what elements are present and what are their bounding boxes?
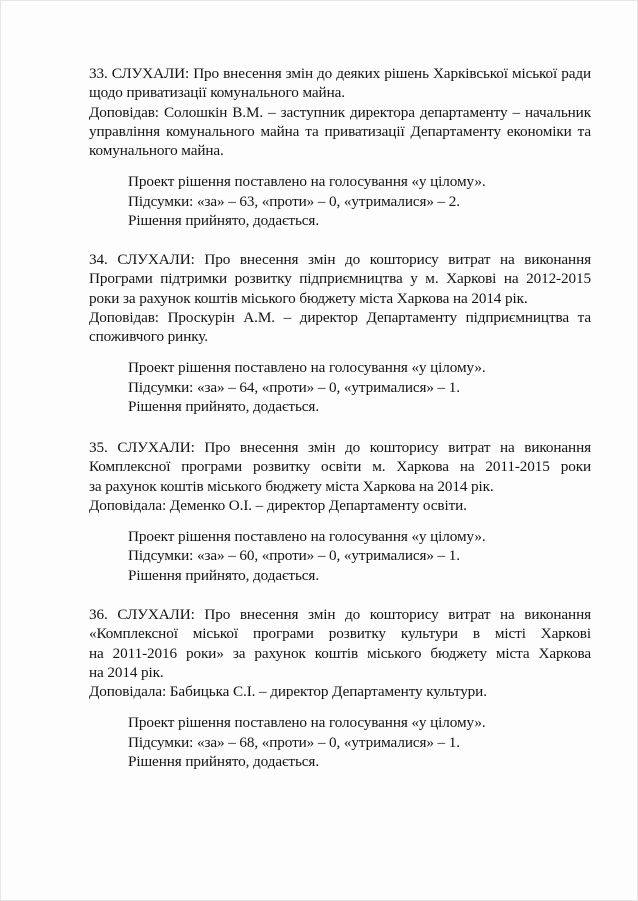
heading-line: за рахунок коштів міського бюджету міста Харкова на 2014 рік. [89,477,494,495]
heading-line: 36. СЛУХАЛИ: Про внесення змін до кошторису витрат на виконання [89,606,591,623]
agenda-item-36 [89,605,591,771]
heading-line: щодо приватизації комунального майна. [89,84,345,102]
heading-line: 33. СЛУХАЛИ: Про внесення змін до деяких рішень Харківської міської ради [89,65,591,82]
decision-line: Рішення прийнято, додається. [128,566,320,584]
reporter-line: Доповідав: Проскурін А.М. – директор Департаменту підприємництва та [89,308,591,326]
reporter-line: споживчого ринку. [89,328,208,346]
heading-line: «Комплексної міської програми розвитку культури в місті Харкові [89,625,591,643]
heading-line: Програми підтримки розвитку підприємництва у м. Харкові на 2012-2015 [89,270,591,288]
heading-line: Комплексної програми розвитку освіти м. Харкова на 2011-2015 роки [89,458,591,476]
decision-line: Рішення прийнято, додається. [128,212,320,230]
reporter-line: Доповідав: Солошкін В.М. – заступник директора департаменту – начальник [89,103,591,121]
heading-line: роки за рахунок коштів міського бюджету міста Харкова на 2014 рік. [89,289,528,307]
reporter-line: Доповідала: Деменко О.І. – директор Департаменту освіти. [89,496,467,514]
result-line: Проект рішення поставлено на голосування «у цілому». [128,714,486,732]
reporter-line: Доповідала: Бабицька С.І. – директор Департаменту культури. [89,683,487,701]
vote-tally: Підсумки: «за» – 60, «проти» – 0, «утрималися» – 1. [128,547,460,565]
vote-tally: Підсумки: «за» – 64, «проти» – 0, «утрималися» – 1. [128,378,460,396]
agenda-item-34 [89,250,591,416]
vote-tally: Підсумки: «за» – 68, «проти» – 0, «утрималися» – 1. [128,733,460,751]
reporter-line: комунального майна. [89,142,224,160]
heading-line: на 2011-2016 роки» за рахунок коштів міського бюджету міста Харкова [89,644,591,662]
heading-line: 34. СЛУХАЛИ: Про внесення змін до кошторису витрат на виконання [89,251,591,268]
vote-tally: Підсумки: «за» – 63, «проти» – 0, «утрималися» – 2. [128,192,460,210]
heading-line: на 2014 рік. [89,663,164,681]
agenda-item-35 [89,438,591,585]
result-line: Проект рішення поставлено на голосування «у цілому». [128,173,486,191]
result-line: Проект рішення поставлено на голосування «у цілому». [128,359,486,377]
result-line: Проект рішення поставлено на голосування «у цілому». [128,528,486,546]
decision-line: Рішення прийнято, додається. [128,398,320,416]
heading-line: 35. СЛУХАЛИ: Про внесення змін до кошторису витрат на виконання [89,439,591,456]
decision-line: Рішення прийнято, додається. [128,753,320,771]
agenda-item-33 [89,64,591,230]
reporter-line: управління комунального майна та приватизації Департаменту економіки та [89,122,591,140]
